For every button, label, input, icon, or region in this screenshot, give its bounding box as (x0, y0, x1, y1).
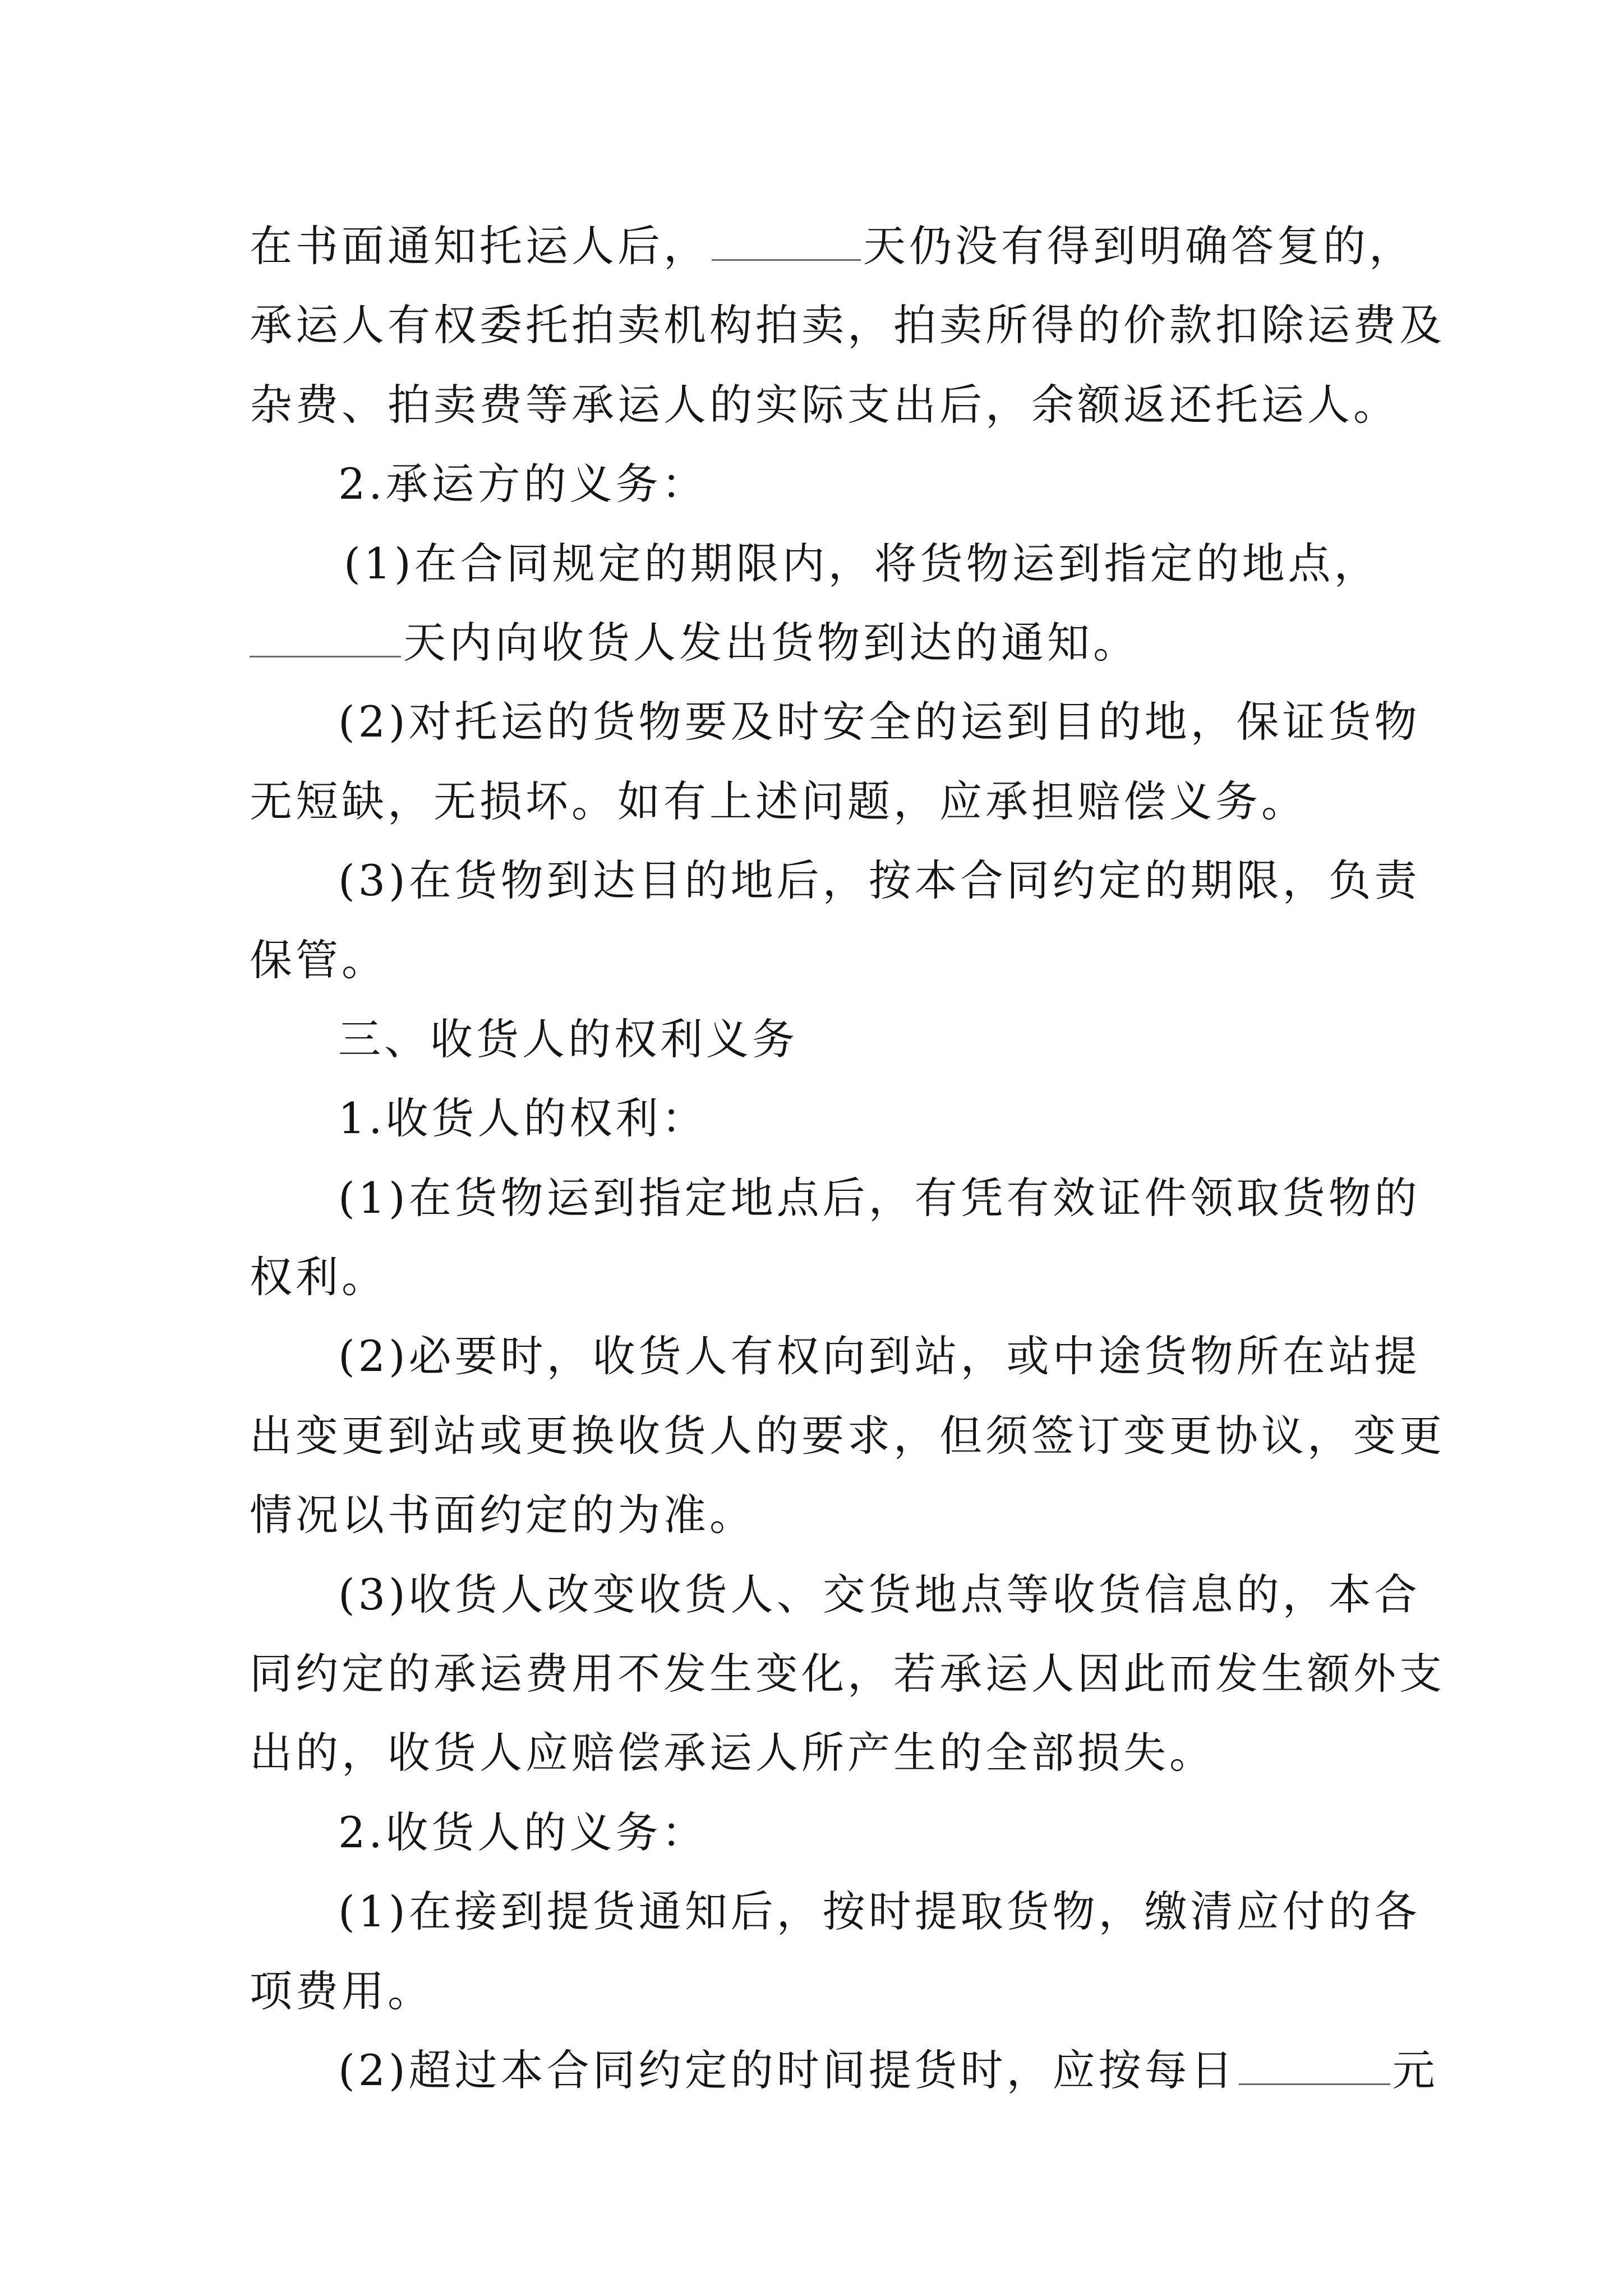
line-text: 在书面通知托运人后， (250, 221, 709, 271)
line-text: (2)对托运的货物要及时安全的运到目的地，保证货物 (338, 697, 1421, 747)
line-text: (2)超过本合同约定的时间提货时，应按每日 (338, 2045, 1237, 2095)
section-heading (250, 1793, 1399, 1872)
heading-text: 2.承运方的义务： (338, 459, 708, 509)
heading-text: 1.收货人的权利： (338, 1093, 708, 1144)
heading-text: 2.收货人的义务： (338, 1807, 708, 1857)
fill-in-blank-days[interactable] (712, 259, 861, 261)
paragraph-line (250, 2031, 1438, 2110)
paragraph-line (250, 1475, 1399, 1554)
paragraph-line (250, 1396, 1445, 1475)
paragraph-line (250, 682, 1421, 761)
line-text: 同约定的承运费用不发生变化，若承运人因此而发生额外支 (250, 1649, 1445, 1699)
line-text: (3)在货物到达目的地后，按本合同约定的期限，负责 (338, 855, 1421, 906)
paragraph-line (250, 1713, 1399, 1792)
line-text: (1)在合同规定的期限内，将货物运到指定的地点， (344, 538, 1380, 588)
line-text: 出的，收货人应赔偿承运人所产生的全部损失。 (250, 1728, 1215, 1778)
paragraph-line (250, 603, 1399, 682)
line-text: (1)在货物运到指定地点后，有凭有效证件领取货物的 (338, 1172, 1421, 1223)
line-text: 元 (1392, 2045, 1438, 2095)
paragraph-line (250, 1634, 1445, 1713)
paragraph-line (250, 1237, 1399, 1317)
paragraph-line (250, 921, 1399, 1000)
line-text: 无短缺，无损坏。如有上述问题，应承担赔偿义务。 (250, 776, 1307, 826)
paragraph-line (250, 841, 1421, 920)
paragraph-line (250, 206, 1415, 286)
line-text: 情况以书面约定的为准。 (250, 1490, 755, 1540)
line-text: (2)必要时，收货人有权向到站，或中途货物所在站提 (338, 1331, 1421, 1382)
line-text: (3)收货人改变收货人、交货地点等收货信息的，本合 (338, 1569, 1421, 1619)
line-text: 保管。 (250, 935, 388, 985)
line-text: 承运人有权委托拍卖机构拍卖，拍卖所得的价款扣除运费及 (250, 300, 1445, 351)
paragraph-line (250, 365, 1399, 444)
line-text: 项费用。 (250, 1966, 434, 2016)
document-body (250, 206, 1445, 2110)
paragraph-line (250, 762, 1399, 841)
section-heading (250, 444, 1399, 523)
heading-text: 三、收货人的权利义务 (338, 1014, 798, 1064)
line-text: (1)在接到提货通知后，按时提取货物，缴清应付的各 (338, 1887, 1421, 1937)
paragraph-line (250, 286, 1445, 365)
section-heading (250, 1000, 1399, 1079)
line-text: 出变更到站或更换收货人的要求，但须签订变更协议，变更 (250, 1410, 1445, 1461)
line-text: 天内向收货人发出货物到达的通知。 (403, 617, 1139, 668)
paragraph-line (250, 1952, 1399, 2031)
paragraph-line (250, 1555, 1421, 1634)
fill-in-blank-notify-days[interactable] (250, 655, 401, 657)
line-text: 杂费、拍卖费等承运人的实际支出后，余额返还托运人。 (250, 379, 1399, 430)
line-text: 权利。 (250, 1252, 388, 1303)
paragraph-line (250, 1317, 1421, 1396)
paragraph-line (250, 1158, 1421, 1237)
fill-in-blank-daily-fee[interactable] (1239, 2083, 1390, 2085)
paragraph-line (250, 524, 1399, 603)
section-heading (250, 1079, 1399, 1158)
line-text: 天仍没有得到明确答复的， (863, 221, 1415, 271)
paragraph-line (250, 1872, 1421, 1951)
